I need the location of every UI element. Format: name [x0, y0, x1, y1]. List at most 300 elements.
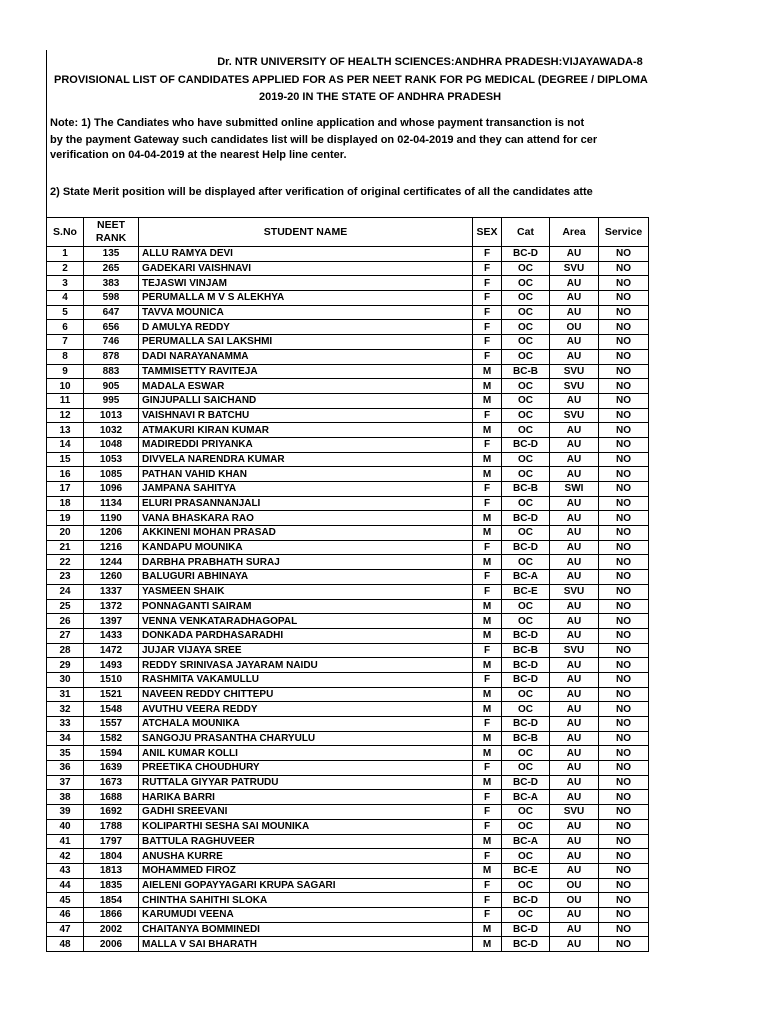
cell-area: SVU — [550, 379, 599, 394]
cell-student-name: ATCHALA MOUNIKA — [139, 717, 473, 732]
cell-service: NO — [599, 628, 649, 643]
university-title: Dr. NTR UNIVERSITY OF HEALTH SCIENCES:ANDHRA PRADESH:VIJAYAWADA-8 — [217, 56, 643, 68]
cell-student-name: PERUMALLA M V S ALEKHYA — [139, 291, 473, 306]
table-row — [47, 775, 649, 790]
cell-cat: BC-A — [502, 570, 550, 585]
table-row — [47, 878, 649, 893]
cell-cat: BC-D — [502, 540, 550, 555]
cell-student-name: NAVEEN REDDY CHITTEPU — [139, 687, 473, 702]
cell-sex: M — [473, 555, 502, 570]
cell-student-name: YASMEEN SHAIK — [139, 584, 473, 599]
table-row — [47, 584, 649, 599]
cell-neet-rank: 905 — [84, 379, 139, 394]
cell-sex: M — [473, 628, 502, 643]
cell-sno: 15 — [47, 452, 84, 467]
table-row — [47, 672, 649, 687]
cell-neet-rank: 746 — [84, 335, 139, 350]
cell-student-name: ATMAKURI KIRAN KUMAR — [139, 423, 473, 438]
cell-student-name: HARIKA BARRI — [139, 790, 473, 805]
table-row — [47, 320, 649, 335]
cell-cat: OC — [502, 907, 550, 922]
cell-service: NO — [599, 878, 649, 893]
cell-cat: BC-A — [502, 834, 550, 849]
cell-neet-rank: 1096 — [84, 482, 139, 497]
cell-neet-rank: 647 — [84, 305, 139, 320]
cell-sno: 37 — [47, 775, 84, 790]
cell-sno: 47 — [47, 922, 84, 937]
cell-student-name: RASHMITA VAKAMULLU — [139, 672, 473, 687]
cell-student-name: D AMULYA REDDY — [139, 320, 473, 335]
cell-area: AU — [550, 291, 599, 306]
cell-cat: BC-D — [502, 937, 550, 952]
table-row — [47, 393, 649, 408]
cell-sex: F — [473, 878, 502, 893]
note-line-2: by the payment Gateway such candidates list will be displayed on 02-04-2019 and they can attend for cer — [50, 134, 598, 146]
cell-cat: OC — [502, 614, 550, 629]
cell-area: AU — [550, 423, 599, 438]
cell-sex: M — [473, 702, 502, 717]
cell-service: NO — [599, 849, 649, 864]
cell-sno: 4 — [47, 291, 84, 306]
table-row — [47, 261, 649, 276]
cell-sex: M — [473, 467, 502, 482]
cell-cat: OC — [502, 335, 550, 350]
cell-cat: OC — [502, 467, 550, 482]
cell-sex: M — [473, 526, 502, 541]
cell-neet-rank: 1372 — [84, 599, 139, 614]
cell-cat: BC-D — [502, 717, 550, 732]
cell-service: NO — [599, 349, 649, 364]
cell-cat: BC-B — [502, 731, 550, 746]
cell-student-name: PERUMALLA SAI LAKSHMI — [139, 335, 473, 350]
cell-student-name: AIELENI GOPAYYAGARI KRUPA SAGARI — [139, 878, 473, 893]
cell-neet-rank: 1013 — [84, 408, 139, 423]
table-row — [47, 482, 649, 497]
cell-area: AU — [550, 702, 599, 717]
cell-sex: M — [473, 599, 502, 614]
cell-service: NO — [599, 423, 649, 438]
cell-area: OU — [550, 878, 599, 893]
cell-sno: 22 — [47, 555, 84, 570]
table-row — [47, 526, 649, 541]
cell-sex: F — [473, 805, 502, 820]
cell-student-name: GADEKARI VAISHNAVI — [139, 261, 473, 276]
cell-area: AU — [550, 511, 599, 526]
cell-service: NO — [599, 907, 649, 922]
cell-neet-rank: 1788 — [84, 819, 139, 834]
cell-student-name: KANDAPU MOUNIKA — [139, 540, 473, 555]
cell-service: NO — [599, 746, 649, 761]
cell-student-name: VENNA VENKATARADHAGOPAL — [139, 614, 473, 629]
cell-service: NO — [599, 393, 649, 408]
column-header-sno: S.No — [47, 218, 84, 247]
cell-area: OU — [550, 320, 599, 335]
table-row — [47, 305, 649, 320]
cell-student-name: MOHAMMED FIROZ — [139, 863, 473, 878]
cell-area: AU — [550, 467, 599, 482]
cell-cat: OC — [502, 878, 550, 893]
cell-cat: BC-D — [502, 922, 550, 937]
cell-student-name: MADIREDDI PRIYANKA — [139, 437, 473, 452]
cell-neet-rank: 1206 — [84, 526, 139, 541]
cell-cat: BC-B — [502, 364, 550, 379]
cell-sno: 42 — [47, 849, 84, 864]
cell-sex: F — [473, 761, 502, 776]
cell-neet-rank: 1032 — [84, 423, 139, 438]
table-row — [47, 731, 649, 746]
table-row — [47, 364, 649, 379]
cell-area: AU — [550, 437, 599, 452]
cell-student-name: TAMMISETTY RAVITEJA — [139, 364, 473, 379]
cell-service: NO — [599, 584, 649, 599]
cell-service: NO — [599, 467, 649, 482]
cell-service: NO — [599, 320, 649, 335]
cell-area: OU — [550, 893, 599, 908]
cell-area: AU — [550, 672, 599, 687]
cell-cat: OC — [502, 276, 550, 291]
cell-cat: OC — [502, 805, 550, 820]
cell-service: NO — [599, 672, 649, 687]
cell-sex: M — [473, 746, 502, 761]
cell-service: NO — [599, 599, 649, 614]
cell-sex: F — [473, 849, 502, 864]
cell-student-name: VANA BHASKARA RAO — [139, 511, 473, 526]
cell-neet-rank: 1510 — [84, 672, 139, 687]
cell-sno: 30 — [47, 672, 84, 687]
cell-cat: OC — [502, 496, 550, 511]
cell-service: NO — [599, 496, 649, 511]
cell-student-name: TEJASWI VINJAM — [139, 276, 473, 291]
cell-student-name: TAVVA MOUNICA — [139, 305, 473, 320]
cell-cat: OC — [502, 305, 550, 320]
cell-sno: 10 — [47, 379, 84, 394]
cell-area: AU — [550, 658, 599, 673]
cell-cat: OC — [502, 746, 550, 761]
table-row — [47, 423, 649, 438]
cell-service: NO — [599, 291, 649, 306]
cell-sno: 38 — [47, 790, 84, 805]
cell-student-name: PATHAN VAHID KHAN — [139, 467, 473, 482]
cell-service: NO — [599, 247, 649, 262]
table-row — [47, 790, 649, 805]
table-row — [47, 907, 649, 922]
cell-sex: M — [473, 364, 502, 379]
cell-sno: 3 — [47, 276, 84, 291]
cell-sno: 8 — [47, 349, 84, 364]
cell-sno: 48 — [47, 937, 84, 952]
cell-sex: M — [473, 937, 502, 952]
cell-service: NO — [599, 775, 649, 790]
cell-service: NO — [599, 922, 649, 937]
cell-sno: 29 — [47, 658, 84, 673]
cell-cat: OC — [502, 408, 550, 423]
cell-sex: F — [473, 672, 502, 687]
cell-area: AU — [550, 452, 599, 467]
cell-sex: M — [473, 393, 502, 408]
cell-sex: F — [473, 482, 502, 497]
cell-neet-rank: 1692 — [84, 805, 139, 820]
cell-area: AU — [550, 790, 599, 805]
cell-neet-rank: 135 — [84, 247, 139, 262]
candidate-table — [46, 217, 649, 952]
cell-student-name: DADI NARAYANAMMA — [139, 349, 473, 364]
cell-area: AU — [550, 849, 599, 864]
cell-cat: OC — [502, 555, 550, 570]
cell-student-name: ANUSHA KURRE — [139, 849, 473, 864]
note-line-1: Note: 1) The Candiates who have submitted online application and whose payment transanction is not — [50, 117, 585, 129]
table-row — [47, 570, 649, 585]
table-row — [47, 496, 649, 511]
cell-sno: 2 — [47, 261, 84, 276]
cell-cat: BC-E — [502, 584, 550, 599]
cell-area: AU — [550, 570, 599, 585]
cell-neet-rank: 1085 — [84, 467, 139, 482]
table-header-row — [47, 218, 649, 247]
cell-student-name: KOLIPARTHI SESHA SAI MOUNIKA — [139, 819, 473, 834]
note-line-4: 2) State Merit position will be displayed after verification of original certificates of all the candidates atte — [50, 186, 593, 198]
cell-area: AU — [550, 922, 599, 937]
cell-sno: 12 — [47, 408, 84, 423]
cell-area: SVU — [550, 584, 599, 599]
cell-sex: M — [473, 775, 502, 790]
cell-cat: BC-D — [502, 511, 550, 526]
table-row — [47, 599, 649, 614]
cell-area: AU — [550, 614, 599, 629]
cell-neet-rank: 1594 — [84, 746, 139, 761]
cell-student-name: GINJUPALLI SAICHAND — [139, 393, 473, 408]
cell-sex: F — [473, 305, 502, 320]
cell-neet-rank: 1639 — [84, 761, 139, 776]
cell-sex: M — [473, 379, 502, 394]
cell-area: SVU — [550, 364, 599, 379]
cell-student-name: BALUGURI ABHINAYA — [139, 570, 473, 585]
cell-sex: F — [473, 291, 502, 306]
table-row — [47, 805, 649, 820]
cell-service: NO — [599, 702, 649, 717]
column-header-rank: RANK — [95, 232, 127, 244]
cell-sex: F — [473, 570, 502, 585]
cell-cat: OC — [502, 452, 550, 467]
cell-student-name: PREETIKA CHOUDHURY — [139, 761, 473, 776]
cell-service: NO — [599, 819, 649, 834]
cell-sex: F — [473, 320, 502, 335]
cell-service: NO — [599, 555, 649, 570]
table-row — [47, 819, 649, 834]
cell-cat: BC-D — [502, 247, 550, 262]
cell-student-name: REDDY SRINIVASA JAYARAM NAIDU — [139, 658, 473, 673]
cell-sex: F — [473, 819, 502, 834]
cell-sex: M — [473, 922, 502, 937]
cell-sex: F — [473, 349, 502, 364]
cell-sno: 44 — [47, 878, 84, 893]
table-row — [47, 643, 649, 658]
cell-cat: BC-D — [502, 672, 550, 687]
cell-student-name: DONKADA PARDHASARADHI — [139, 628, 473, 643]
cell-neet-rank: 1521 — [84, 687, 139, 702]
cell-student-name: PONNAGANTI SAIRAM — [139, 599, 473, 614]
cell-sex: F — [473, 717, 502, 732]
cell-area: SVU — [550, 261, 599, 276]
cell-service: NO — [599, 261, 649, 276]
table-row — [47, 379, 649, 394]
cell-cat: BC-D — [502, 658, 550, 673]
cell-neet-rank: 1190 — [84, 511, 139, 526]
cell-neet-rank: 1835 — [84, 878, 139, 893]
cell-sno: 46 — [47, 907, 84, 922]
table-row — [47, 452, 649, 467]
cell-neet-rank: 1433 — [84, 628, 139, 643]
cell-sex: F — [473, 247, 502, 262]
cell-sno: 31 — [47, 687, 84, 702]
cell-cat: OC — [502, 261, 550, 276]
cell-area: AU — [550, 276, 599, 291]
cell-student-name: MALLA V SAI BHARATH — [139, 937, 473, 952]
cell-neet-rank: 1048 — [84, 437, 139, 452]
cell-service: NO — [599, 452, 649, 467]
cell-neet-rank: 995 — [84, 393, 139, 408]
cell-cat: OC — [502, 423, 550, 438]
column-header-neet: NEET — [96, 219, 125, 231]
cell-neet-rank: 1804 — [84, 849, 139, 864]
cell-neet-rank: 656 — [84, 320, 139, 335]
cell-student-name: AKKINENI MOHAN PRASAD — [139, 526, 473, 541]
cell-student-name: BATTULA RAGHUVEER — [139, 834, 473, 849]
cell-area: AU — [550, 555, 599, 570]
cell-sno: 27 — [47, 628, 84, 643]
cell-neet-rank: 1493 — [84, 658, 139, 673]
cell-area: SVU — [550, 643, 599, 658]
cell-neet-rank: 1244 — [84, 555, 139, 570]
table-row — [47, 408, 649, 423]
cell-area: AU — [550, 687, 599, 702]
cell-sex: M — [473, 687, 502, 702]
cell-sno: 41 — [47, 834, 84, 849]
cell-sno: 16 — [47, 467, 84, 482]
cell-area: AU — [550, 907, 599, 922]
column-header-area: Area — [550, 218, 599, 247]
cell-area: AU — [550, 731, 599, 746]
table-body — [47, 247, 649, 952]
cell-neet-rank: 2006 — [84, 937, 139, 952]
cell-student-name: GADHI SREEVANI — [139, 805, 473, 820]
cell-student-name: ALLU RAMYA DEVI — [139, 247, 473, 262]
cell-sno: 5 — [47, 305, 84, 320]
cell-area: AU — [550, 937, 599, 952]
cell-neet-rank: 1854 — [84, 893, 139, 908]
cell-cat: OC — [502, 702, 550, 717]
cell-neet-rank: 883 — [84, 364, 139, 379]
left-border-line — [46, 50, 47, 218]
list-title: PROVISIONAL LIST OF CANDIDATES APPLIED FOR AS PER NEET RANK FOR PG MEDICAL (DEGREE / DIPLOMA — [54, 74, 648, 86]
cell-service: NO — [599, 937, 649, 952]
cell-sno: 34 — [47, 731, 84, 746]
cell-service: NO — [599, 834, 649, 849]
cell-neet-rank: 1134 — [84, 496, 139, 511]
cell-sno: 45 — [47, 893, 84, 908]
cell-service: NO — [599, 658, 649, 673]
cell-cat: OC — [502, 291, 550, 306]
cell-sex: F — [473, 261, 502, 276]
table-row — [47, 702, 649, 717]
cell-service: NO — [599, 863, 649, 878]
cell-sno: 24 — [47, 584, 84, 599]
cell-service: NO — [599, 276, 649, 291]
cell-sex: F — [473, 584, 502, 599]
cell-sex: F — [473, 437, 502, 452]
cell-neet-rank: 1582 — [84, 731, 139, 746]
cell-student-name: RUTTALA GIYYAR PATRUDU — [139, 775, 473, 790]
table-row — [47, 658, 649, 673]
cell-sex: M — [473, 511, 502, 526]
cell-neet-rank: 1216 — [84, 540, 139, 555]
cell-neet-rank: 1813 — [84, 863, 139, 878]
cell-neet-rank: 1557 — [84, 717, 139, 732]
table-row — [47, 467, 649, 482]
note-line-3: verification on 04-04-2019 at the nearest Help line center. — [50, 149, 347, 161]
cell-sno: 39 — [47, 805, 84, 820]
cell-neet-rank: 1797 — [84, 834, 139, 849]
cell-sno: 11 — [47, 393, 84, 408]
cell-sex: M — [473, 834, 502, 849]
cell-service: NO — [599, 379, 649, 394]
cell-neet-rank: 1866 — [84, 907, 139, 922]
cell-neet-rank: 598 — [84, 291, 139, 306]
cell-sex: M — [473, 452, 502, 467]
table-row — [47, 893, 649, 908]
cell-area: AU — [550, 746, 599, 761]
cell-area: AU — [550, 628, 599, 643]
cell-service: NO — [599, 540, 649, 555]
cell-sex: M — [473, 731, 502, 746]
cell-sno: 25 — [47, 599, 84, 614]
cell-service: NO — [599, 717, 649, 732]
table-row — [47, 540, 649, 555]
cell-service: NO — [599, 893, 649, 908]
table-row — [47, 614, 649, 629]
cell-area: AU — [550, 761, 599, 776]
table-row — [47, 717, 649, 732]
cell-sno: 14 — [47, 437, 84, 452]
cell-service: NO — [599, 335, 649, 350]
cell-area: AU — [550, 393, 599, 408]
column-header-cat: Cat — [502, 218, 550, 247]
cell-service: NO — [599, 731, 649, 746]
cell-cat: OC — [502, 599, 550, 614]
cell-service: NO — [599, 761, 649, 776]
cell-service: NO — [599, 305, 649, 320]
cell-area: AU — [550, 496, 599, 511]
cell-sex: F — [473, 496, 502, 511]
cell-sex: F — [473, 907, 502, 922]
cell-area: SVU — [550, 408, 599, 423]
table-row — [47, 687, 649, 702]
cell-sno: 33 — [47, 717, 84, 732]
table-row — [47, 291, 649, 306]
cell-sex: F — [473, 276, 502, 291]
column-header-sex: SEX — [473, 218, 502, 247]
cell-sno: 19 — [47, 511, 84, 526]
cell-sno: 13 — [47, 423, 84, 438]
cell-student-name: AVUTHU VEERA REDDY — [139, 702, 473, 717]
cell-sno: 9 — [47, 364, 84, 379]
cell-neet-rank: 383 — [84, 276, 139, 291]
cell-sex: M — [473, 658, 502, 673]
cell-service: NO — [599, 790, 649, 805]
table-row — [47, 555, 649, 570]
cell-cat: BC-D — [502, 893, 550, 908]
table-row — [47, 276, 649, 291]
table-row — [47, 349, 649, 364]
